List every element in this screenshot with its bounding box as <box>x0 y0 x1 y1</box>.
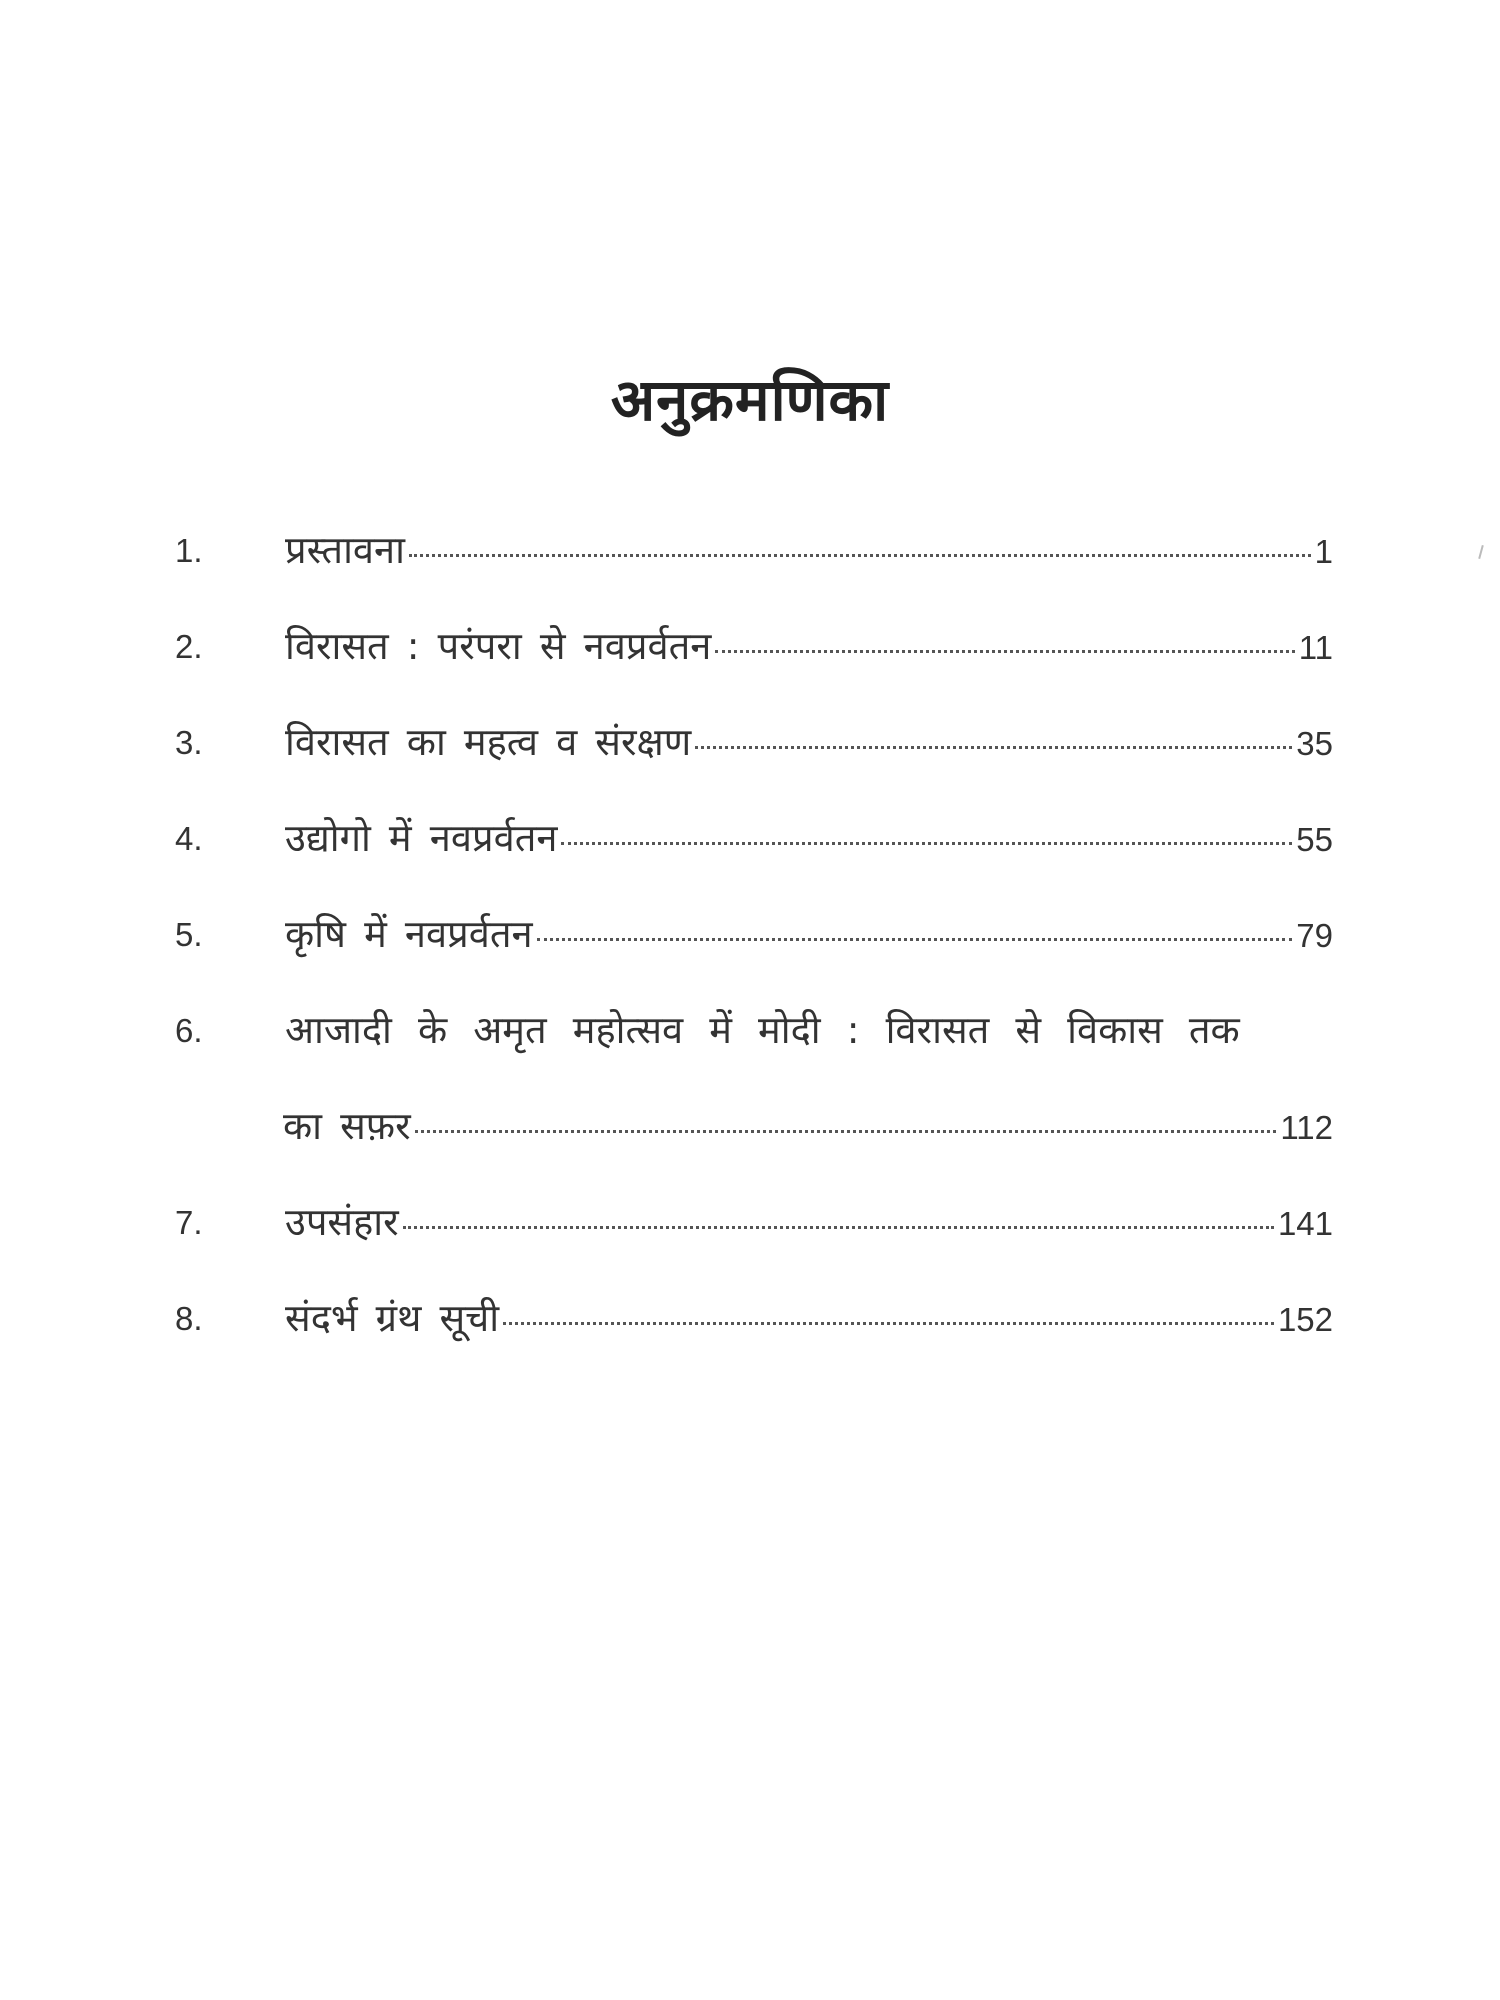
entry-line <box>283 1096 1333 1158</box>
toc-entry <box>175 702 1333 798</box>
entry-title: विरासत का महत्व व संरक्षण <box>285 720 692 764</box>
toc-entry <box>175 1182 1333 1278</box>
entry-line <box>285 1192 1333 1254</box>
dot-leader <box>537 938 1293 941</box>
entry-page-number: 55 <box>1296 821 1333 858</box>
entry-number: 8. <box>175 1300 203 1337</box>
entry-title: विरासत : परंपरा से नवप्रर्वतन <box>285 624 712 668</box>
entry-title: उपसंहार <box>285 1200 399 1244</box>
dot-leader <box>561 842 1292 845</box>
entry-number: 2. <box>175 628 203 665</box>
toc-entry <box>175 606 1333 702</box>
entry-number: 1. <box>175 532 203 569</box>
entry-title: प्रस्तावना <box>285 528 405 572</box>
toc-entry <box>175 1278 1333 1374</box>
dot-leader <box>503 1322 1274 1325</box>
entry-page-number: 11 <box>1298 629 1333 666</box>
entry-line <box>285 808 1333 870</box>
table-of-contents <box>175 510 1333 1374</box>
toc-entry <box>175 990 1333 1182</box>
entry-line <box>285 712 1333 774</box>
entry-number: 7. <box>175 1204 203 1241</box>
entry-page-number: 152 <box>1277 1301 1333 1338</box>
entry-page-number: 1 <box>1314 533 1333 570</box>
entry-number: 5. <box>175 916 203 953</box>
entry-title: उद्योगो में नवप्रर्वतन <box>285 816 558 860</box>
entry-page-number: 79 <box>1296 917 1333 954</box>
entry-number: 6. <box>175 1012 203 1049</box>
entry-page-number: 112 <box>1280 1109 1333 1146</box>
dot-leader <box>409 554 1311 557</box>
entry-line <box>285 616 1333 678</box>
entry-number: 3. <box>175 724 203 761</box>
entry-title-line-1: आजादी के अमृत महोत्सव में मोदी : विरासत से विकास तक <box>285 1008 1240 1052</box>
entry-line <box>285 904 1333 966</box>
dot-leader <box>695 746 1292 749</box>
dot-leader <box>403 1226 1274 1229</box>
entry-line <box>285 520 1333 582</box>
entry-title-line-2: का सफ़र <box>283 1104 411 1148</box>
entry-title: कृषि में नवप्रर्वतन <box>285 912 533 956</box>
scan-mark <box>1478 545 1484 559</box>
dot-leader <box>715 650 1294 653</box>
entry-number: 4. <box>175 820 203 857</box>
toc-entry <box>175 798 1333 894</box>
entry-title: संदर्भ ग्रंथ सूची <box>285 1296 500 1340</box>
page-title: अनुक्रमणिका <box>610 366 890 434</box>
toc-entry <box>175 894 1333 990</box>
entry-page-number: 141 <box>1277 1205 1333 1242</box>
toc-entry <box>175 510 1333 606</box>
entry-line <box>285 1288 1333 1350</box>
entry-page-number: 35 <box>1296 725 1333 762</box>
dot-leader <box>415 1130 1277 1133</box>
